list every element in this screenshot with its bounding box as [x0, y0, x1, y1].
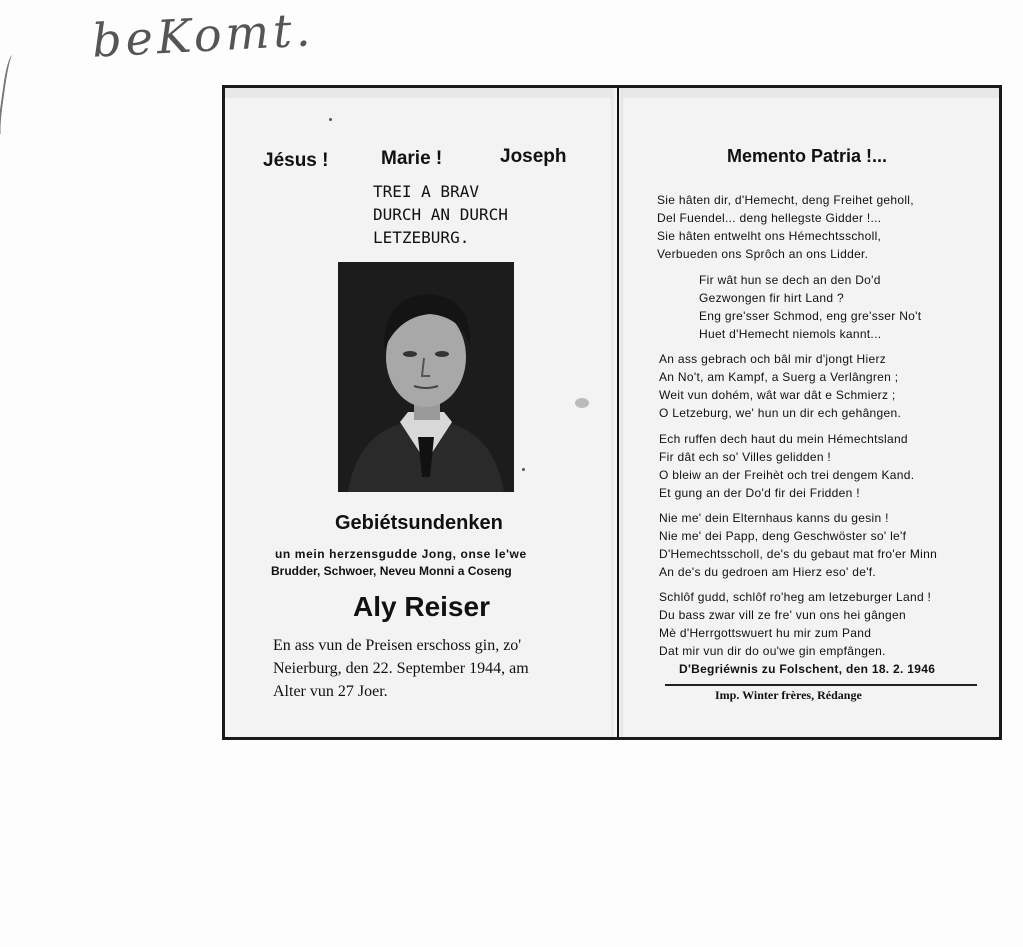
- dedication-line: Brudder, Schwoer, Neveu Monni a Coseng: [271, 564, 512, 578]
- verse-line: Mè d'Herrgottswuert hu mir zum Pand: [659, 626, 872, 640]
- deceased-name: Aly Reiser: [353, 591, 490, 622]
- verse-line: Verbueden ons Sprôch an ons Lidder.: [657, 247, 869, 261]
- death-text-line: Alter vun 27 Joer.: [273, 683, 388, 700]
- invocation-marie: Marie !: [381, 148, 443, 169]
- verse-line: Weit vun dohém, wât war dât e Schmierz ;: [659, 388, 896, 402]
- verse-line: O Letzeburg, we' hun un dir ech gehângen.: [659, 406, 902, 420]
- burial-note: D'Begriéwnis zu Folschent, den 18. 2. 1946: [679, 662, 936, 676]
- verse-line: Fir dât ech so' Villes gelidden !: [659, 450, 832, 464]
- verse-line: An ass gebrach och bâl mir d'jongt Hierz: [659, 352, 887, 366]
- motto-line: TREI A BRAV: [373, 182, 479, 201]
- paper-speck: [522, 468, 525, 471]
- invocation-jesus: Jésus !: [263, 150, 329, 171]
- dedication-line: un mein herzensgudde Jong, onse le'we: [275, 547, 527, 561]
- verse-line: An de's du gedroen am Hierz eso' de'f.: [659, 565, 877, 579]
- poem-title: Memento Patria !...: [727, 146, 888, 166]
- verse-line: Dat mir vun dir do ou'we gin empfângen.: [659, 644, 886, 658]
- motto-line: LETZEBURG.: [373, 228, 470, 247]
- handwritten-note: beKomt.: [90, 2, 316, 68]
- verse-line: Schlôf gudd, schlôf ro'heg am letzeburger Land !: [659, 590, 932, 604]
- verse-line: Fir wât hun se dech an den Do'd: [699, 273, 881, 287]
- death-text-line: Neierburg, den 22. September 1944, am: [273, 660, 529, 677]
- memorial-card: [222, 85, 1002, 740]
- verse-line: O bleiw an der Freihèt och trei dengem Kand.: [659, 468, 915, 482]
- verse-line: Gezwongen fir hirt Land ?: [699, 291, 844, 305]
- paper-speck: [575, 398, 589, 408]
- death-text-line: En ass vun de Preisen erschoss gin, zo': [273, 637, 522, 654]
- remembrance-title: Gebiétsundenken: [335, 512, 503, 534]
- verse-line: Del Fuendel... deng hellegste Gidder !...: [657, 211, 882, 225]
- verse-line: Huet d'Hemecht niemols kannt...: [699, 327, 882, 341]
- paper-speck: [329, 118, 332, 121]
- verse-line: Nie me' dei Papp, deng Geschwöster so' le'f: [659, 529, 907, 543]
- verse-line: D'Hemechtsscholl, de's du gebaut mat fro'er Minn: [659, 547, 938, 561]
- verse-line: Ech ruffen dech haut du mein Hémechtsland: [659, 432, 908, 446]
- portrait-illustration: [338, 262, 514, 492]
- portrait-photo: [338, 262, 514, 492]
- verse-line: Du bass zwar vill ze fre' vun ons hei gângen: [659, 608, 906, 622]
- verse-line: Sie hâten dir, d'Hemecht, deng Freihet geholl,: [657, 193, 914, 207]
- verse-line: Eng gre'sser Schmod, eng gre'sser No't: [699, 309, 922, 323]
- verse-line: Nie me' dein Elternhaus kanns du gesin !: [659, 511, 889, 525]
- verse-line: Et gung an der Do'd fir dei Fridden !: [659, 486, 860, 500]
- invocation-joseph: Joseph: [500, 146, 567, 167]
- bottom-rule: [665, 684, 977, 686]
- printer-credit: Imp. Winter frères, Rédange: [715, 688, 862, 702]
- handwriting-stroke: [0, 55, 20, 136]
- verse-line: Sie hâten entwelht ons Hémechtsscholl,: [657, 229, 882, 243]
- verse-line: An No't, am Kampf, a Suerg a Verlângren ;: [659, 370, 899, 384]
- motto-line: DURCH AN DURCH: [373, 205, 508, 224]
- card-fold-line: [617, 88, 619, 737]
